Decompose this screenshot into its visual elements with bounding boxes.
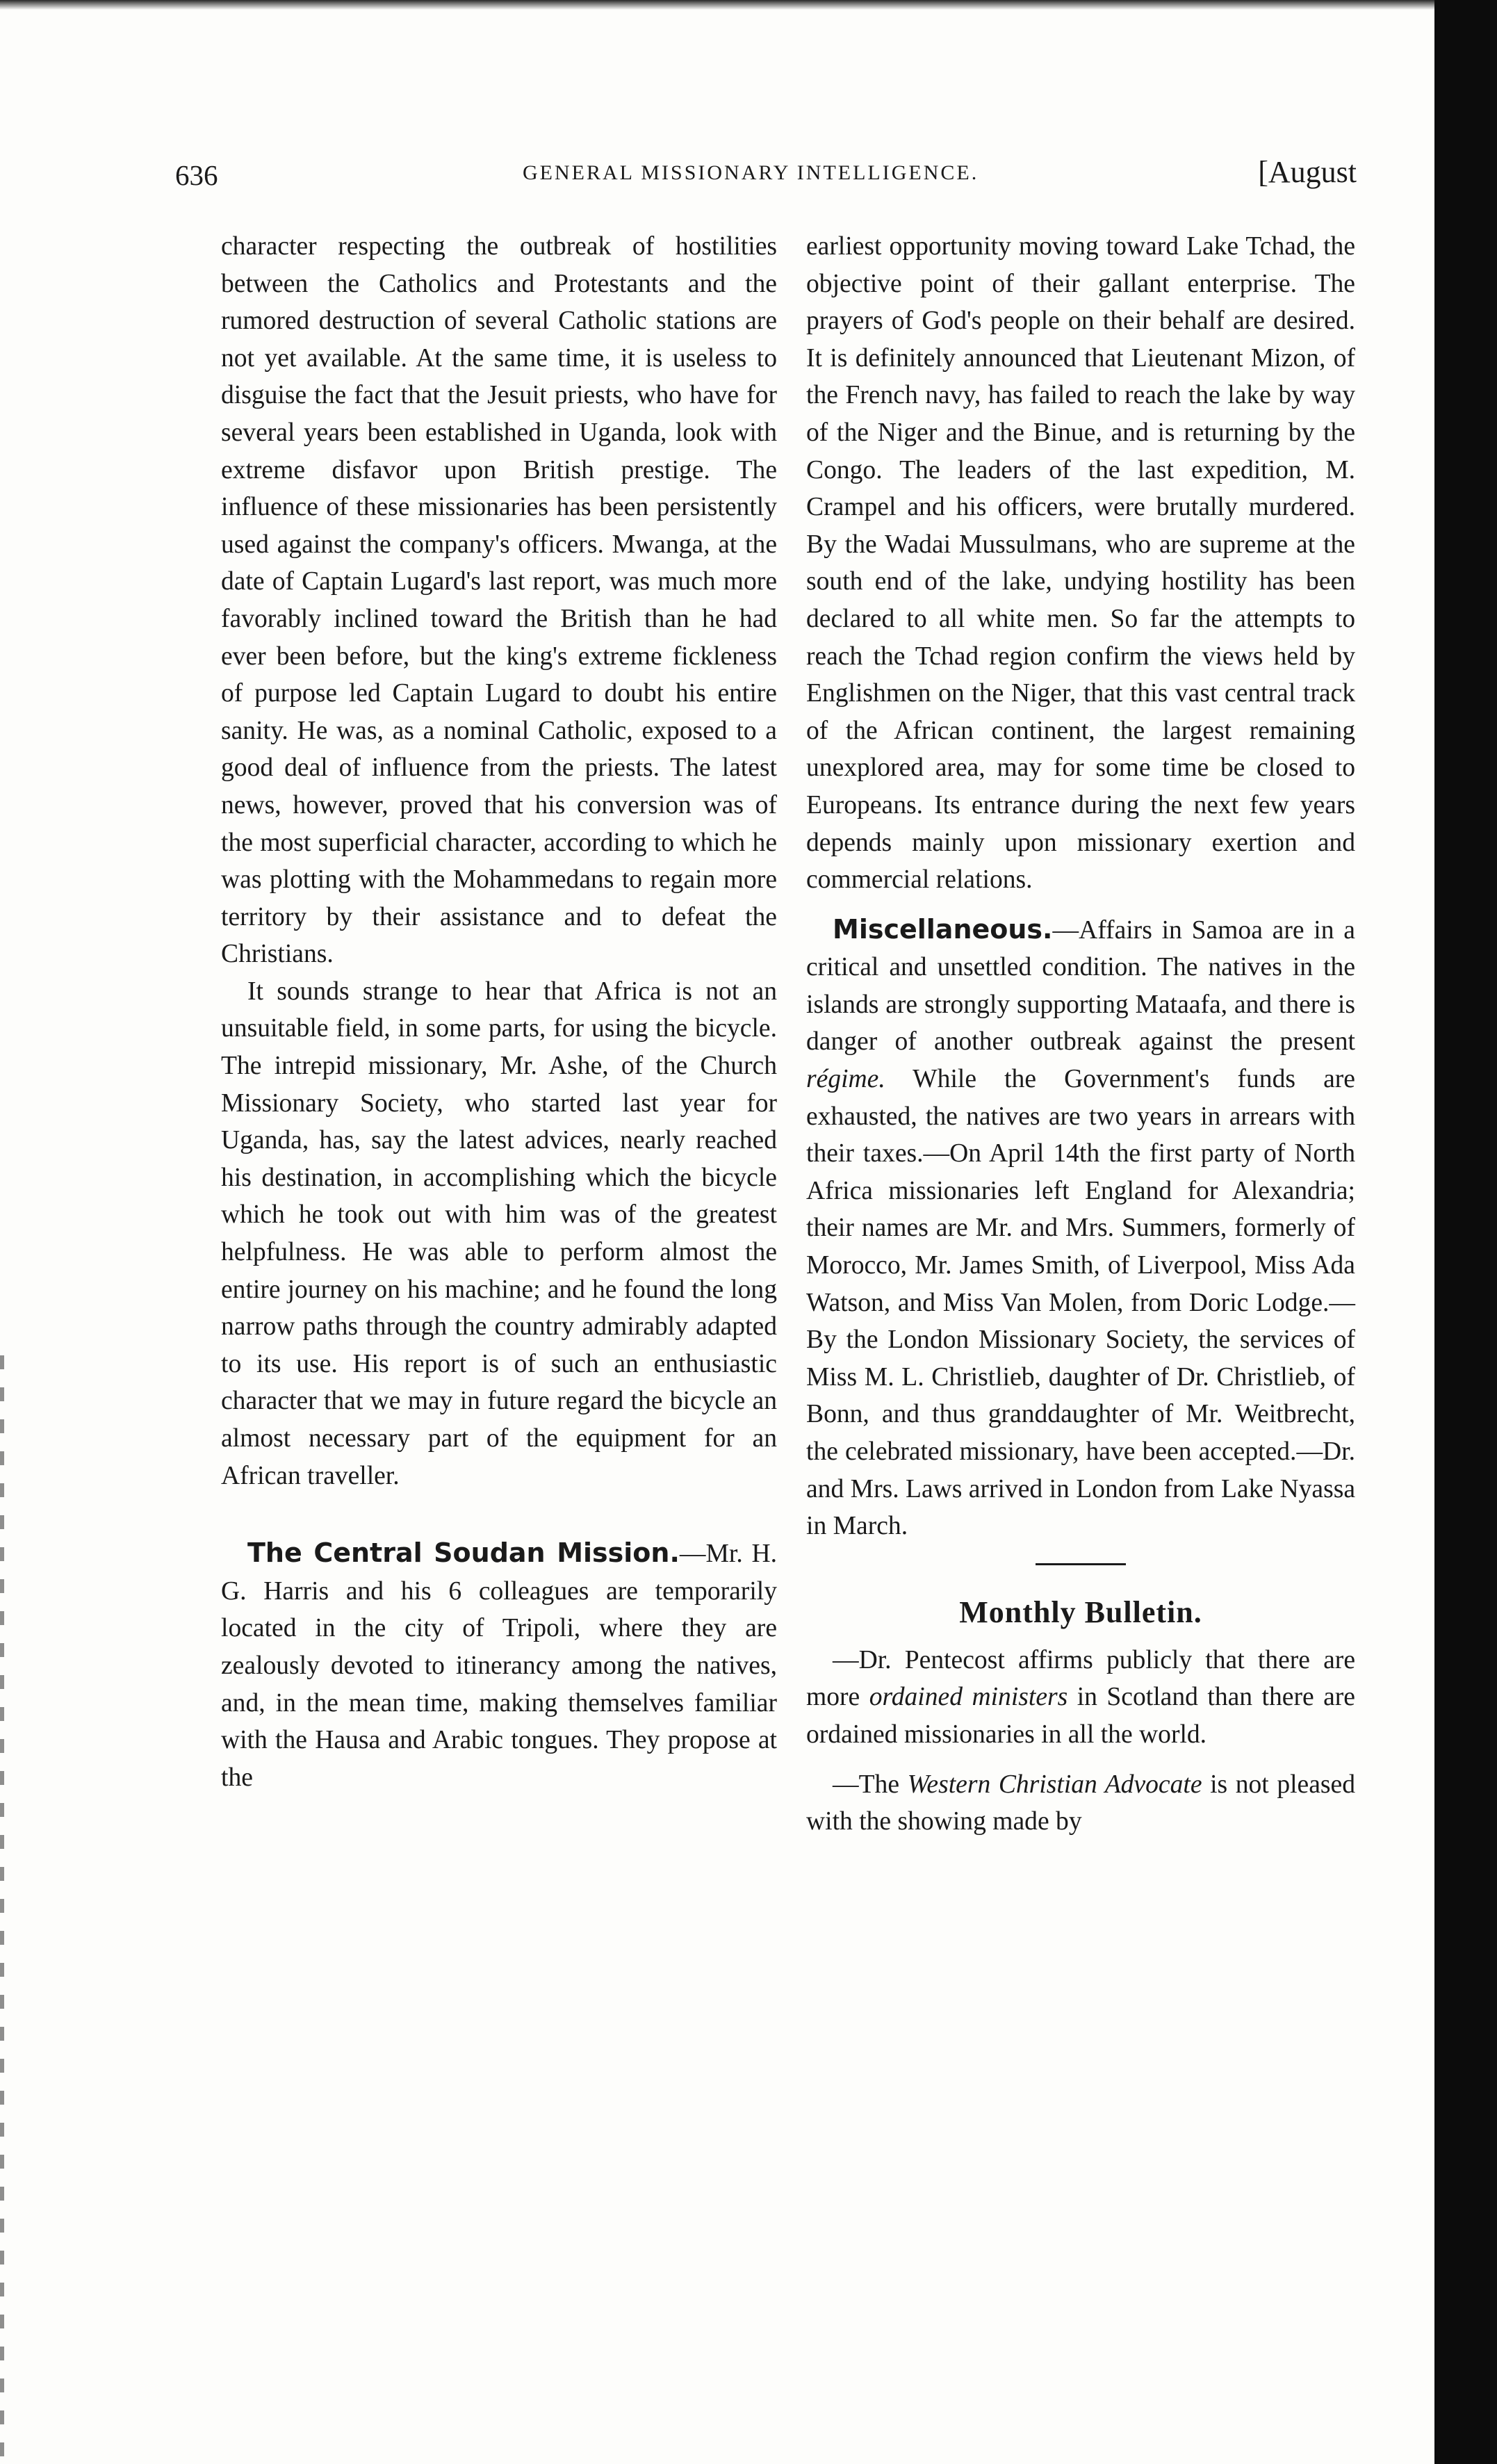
scan-left-edge <box>0 1355 4 2464</box>
paragraph-tchad: earliest opportunity moving toward Lake Tchad, the objective point of their gallant enterprise. The prayers of God's people on their behalf are desired. It is definitely announced that Lieutenant Mizon, of the French navy, has failed to reach the lake by way of the Niger and the Binue, and is returning by the Congo. The leaders of the last expedition, M. Crampel and his officers, were brutally murdered. By the Wadai Mussulmans, who are supreme at the south end of the lake, undying hostility has been declared to all white men. So far the attempts to reach the Tchad region confirm the views held by Englishmen on the Niger, that this vast central track of the African continent, the largest remaining unexplored area, may for some time be closed to Europeans. Its entrance during the next few years depends mainly upon missionary exertion and commercial relations. <box>806 232 1355 895</box>
section-divider <box>1036 1563 1126 1565</box>
paragraph-gap <box>806 1754 1355 1766</box>
misc-text-2: While the Government's funds are exhausted, the natives are two years in arrears with their taxes.—On April 14th the first party of North Africa missionaries left England for Alexandria; their names are Mr. and Mrs. Summers, formerly of Morocco, Mr. James Smith, of Liverpool, Miss Ada Watson, and Miss Van Molen, from Doric Lodge.—By the London Missionary Society, the services of Miss M. L. Christlieb, daughter of Dr. Christlieb, of Bonn, and thus granddaughter of Mr. Weitbrecht, the celebrated missionary, have been accepted.—Dr. and Mrs. Laws arrived in London from Lake Nyassa in March. <box>806 1065 1355 1541</box>
heading-central-soudan: The Central Soudan Mission. <box>247 1537 680 1569</box>
paragraph-miscellaneous <box>806 911 1355 1545</box>
paragraph-pentecost <box>806 1642 1355 1754</box>
paragraph-western-advocate <box>806 1766 1355 1841</box>
heading-miscellaneous: Miscellaneous. <box>833 913 1053 945</box>
misc-text-1: —Affairs in Samoa are in a critical and unsettled condition. The natives in the islands are strongly supporting Mataafa, and there is danger of another outbreak against the present <box>806 915 1355 1056</box>
pentecost-text-a: —Dr. Pentecost affirms publicly that there are more <box>806 1645 1355 1712</box>
advocate-italic: Western Christian Advocate <box>907 1770 1202 1799</box>
central-soudan-text: —Mr. H. G. Harris and his 6 colleagues are temporarily located in the city of Tripoli, where they are zealously devoted to itinerancy among the natives, and, in the mean time, making themselves familiar with the Hausa and Arabic tongues. They propose at the <box>221 1540 777 1792</box>
section-gap <box>806 899 1355 911</box>
scan-right-edge <box>1434 0 1497 2464</box>
pentecost-italic: ordained ministers <box>869 1683 1068 1712</box>
advocate-text-b: is not pleased with the showing made by <box>806 1770 1355 1836</box>
section-gap <box>221 1494 777 1535</box>
left-column <box>221 228 777 1796</box>
paragraph-central-soudan <box>221 1535 777 1796</box>
running-title: GENERAL MISSIONARY INTELLIGENCE. <box>523 161 979 184</box>
heading-monthly-bulletin: Monthly Bulletin. <box>959 1594 1202 1629</box>
misc-italic-regime: régime. <box>806 1065 885 1094</box>
page-number: 636 <box>175 159 218 191</box>
pentecost-text-b: in Scotland than there are ordained missionaries in all the world. <box>806 1683 1355 1749</box>
running-head <box>175 154 1357 196</box>
running-month: [August <box>1258 155 1357 189</box>
advocate-text-a: —The <box>833 1770 908 1799</box>
paragraph-bicycle: It sounds strange to hear that Africa is not an unsuitable field, in some parts, for using the bicycle. The intrepid missionary, Mr. Ashe, of the Church Missionary Society, who started last year for Uganda, has, say the latest advices, nearly reached his destination, in accomplishing which the bicycle which he took out with him was of the greatest helpfulness. He was able to perform almost the entire journey on his machine; and he found the long narrow paths through the country admirably adapted to its use. His report is of such an enthusiastic character that we may in future regard the bicycle an almost necessary part of the equipment for an African traveller. <box>221 977 777 1490</box>
right-column <box>806 228 1355 1841</box>
paragraph-uganda: character respecting the outbreak of hostilities between the Catholics and Protestants and the rumored destruction of several Catholic stations are not yet available. At the same time, it is useless to disguise the fact that the Jesuit priests, who have for several years been established in Uganda, look with extreme disfavor upon British prestige. The influence of these missionaries has been persistently used against the company's officers. Mwanga, at the date of Captain Lugard's last report, was much more favorably inclined toward the British than he had ever been before, but the king's extreme fickleness of purpose led Captain Lugard to doubt his entire sanity. He was, as a nominal Catholic, exposed to a good deal of influence from the priests. The latest news, however, proved that his conversion was of the most superficial character, according to which he was plotting with the Mohammedans to regain more territory by their assistance and to defeat the Christians. <box>221 232 777 969</box>
scan-top-edge <box>0 0 1497 10</box>
